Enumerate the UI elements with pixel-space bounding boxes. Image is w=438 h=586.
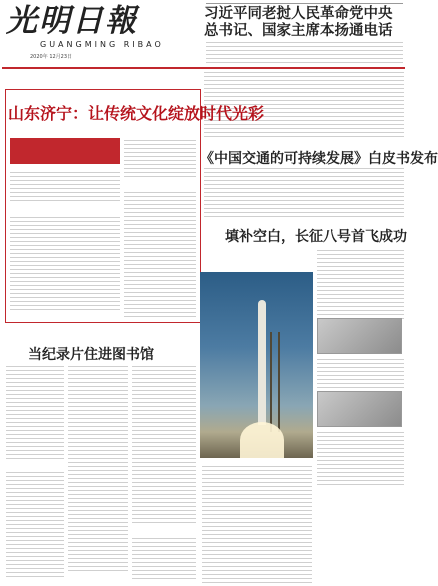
library-body-col-3 (132, 366, 196, 526)
library-body-col-2 (68, 366, 128, 574)
launch-body (317, 250, 404, 322)
library-headline: 当纪录片住进图书馆 (28, 347, 154, 363)
photo-gallery (317, 318, 404, 488)
exhaust-plume-icon (240, 422, 284, 458)
masthead-rule (2, 67, 405, 69)
dateline: 2020年 12月23日 (30, 54, 73, 60)
whitepaper-headline: 《中国交通的可持续发展》白皮书发布 (200, 151, 438, 167)
top-article-body (206, 42, 403, 66)
library-body-col-3b (132, 538, 196, 582)
lead-body-col-1 (10, 172, 120, 204)
masthead-english: GUANGMING RIBAO (40, 40, 164, 49)
lead-body-col-1b (10, 217, 120, 313)
lead-body-col-2 (124, 140, 196, 180)
library-body-col-1 (6, 366, 64, 462)
library-body-col-1b (6, 472, 64, 580)
top-rule (206, 3, 403, 4)
gallery-thumb (317, 318, 402, 354)
top-headline: 习近平同老挝人民革命党中央总书记、国家主席本扬通电话 (204, 5, 393, 39)
launch-body-continued (202, 466, 312, 586)
lead-banner (10, 138, 120, 164)
rocket-icon (258, 300, 266, 425)
whitepaper-body (204, 168, 404, 220)
launch-tower-icon (270, 332, 280, 432)
lead-body-col-2b (124, 192, 196, 320)
masthead-logo: 光明日報 (6, 3, 138, 39)
lead-headline: 山东济宁：让传统文化绽放时代光彩 (8, 104, 265, 123)
gallery-thumb (317, 391, 402, 427)
rocket-launch-photo (200, 272, 313, 458)
launch-headline: 填补空白，长征八号首飞成功 (225, 229, 407, 245)
